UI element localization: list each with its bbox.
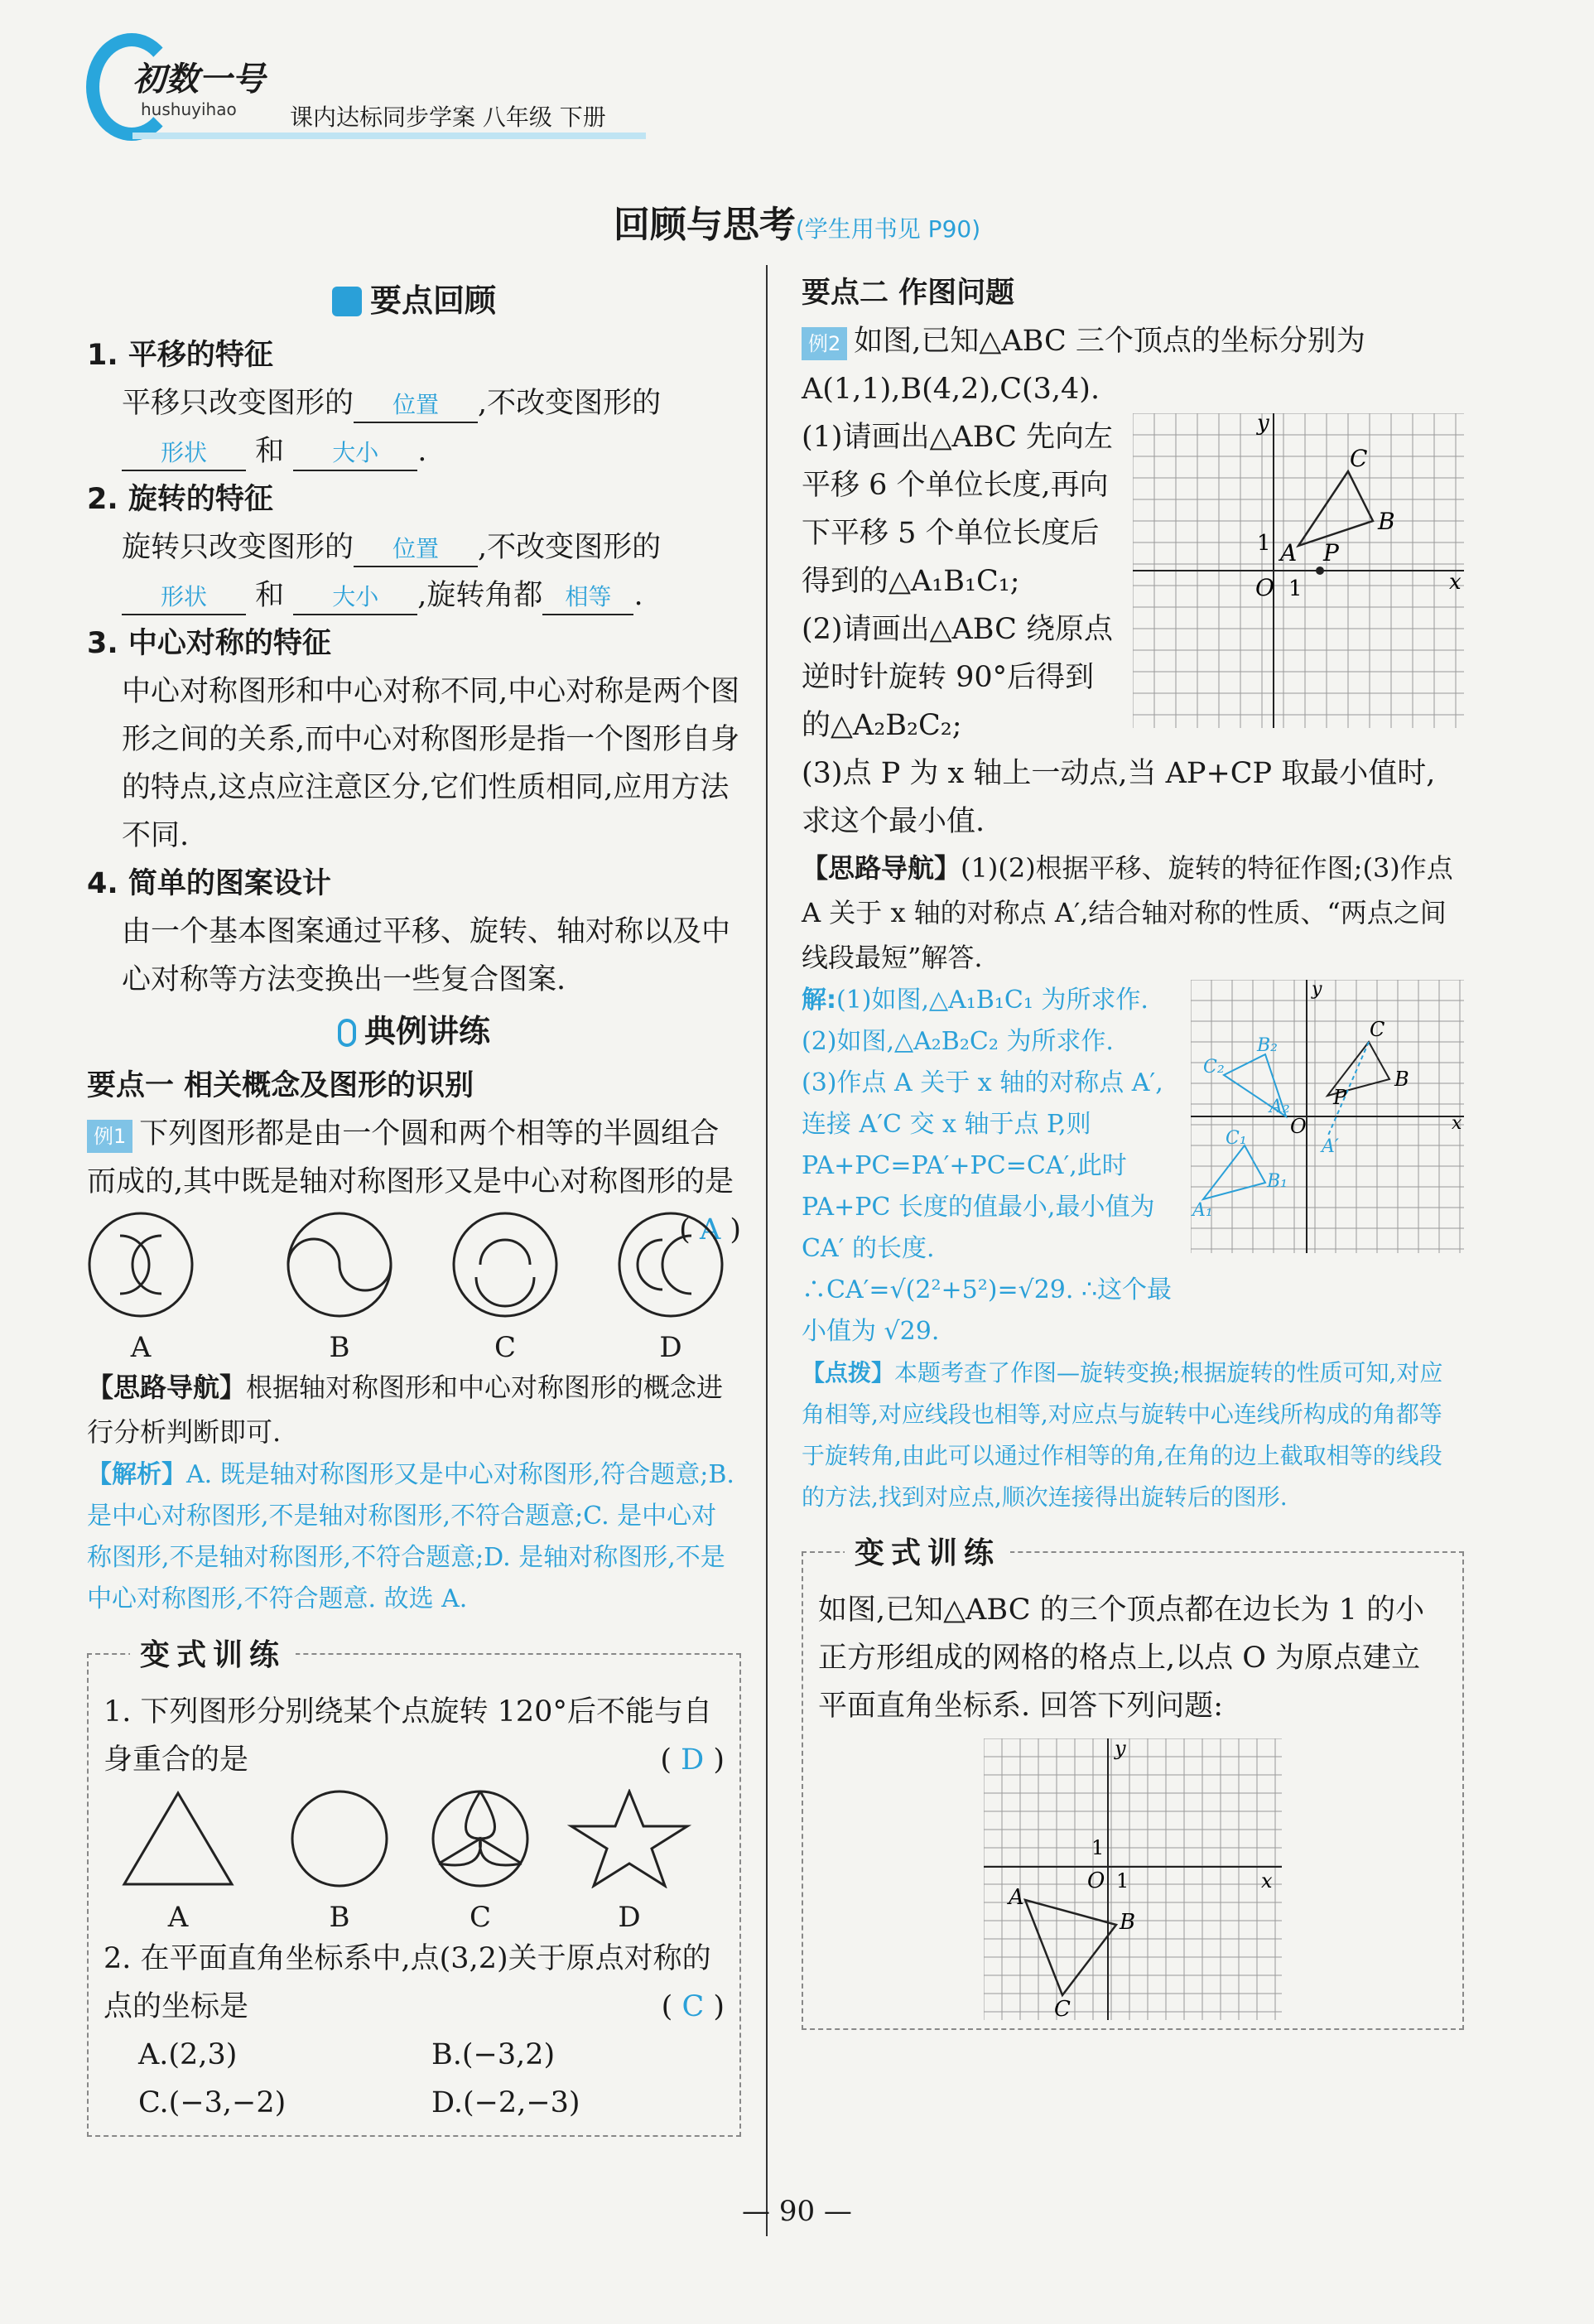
option-label: B <box>329 1901 350 1934</box>
svg-text:P: P <box>1323 539 1339 567</box>
svg-text:C: C <box>1370 1018 1385 1041</box>
option-label: B <box>329 1331 350 1364</box>
column-divider <box>766 265 768 2236</box>
practice-options <box>104 2031 725 2127</box>
circle-figure-icon <box>617 1211 725 1319</box>
solution-2 <box>802 980 1464 1352</box>
svg-text:C₂: C₂ <box>1203 1057 1225 1078</box>
point-text: 旋转只改变图形的 位置 ,不改变图形的 形状 和 大小 ,旋转角都 相等 . <box>87 523 741 620</box>
circle-figure-icon <box>451 1211 559 1319</box>
svg-text:y: y <box>1115 1738 1126 1760</box>
svg-text:A: A <box>1280 539 1298 567</box>
header-rule <box>132 133 646 139</box>
svg-text:P: P <box>1333 1086 1347 1109</box>
trefoil-figure <box>426 1789 534 1934</box>
figure-c <box>451 1211 559 1362</box>
practice-title: 变式训练 <box>845 1530 1010 1578</box>
example-1: 例1 下列图形都是由一个圆和两个相等的半圆组合而成的,其中既是轴对称图形又是中心对称图形的是 ( A ) <box>87 1110 741 1206</box>
key-point-heading: 要点二 作图问题 <box>802 277 1015 310</box>
svg-text:1: 1 <box>1091 1836 1105 1859</box>
answer-bracket: ( D ) <box>660 1743 725 1777</box>
page-reference: (学生用书见 P90) <box>795 215 981 243</box>
point-heading: 3. 中心对称的特征 <box>87 627 331 660</box>
svg-text:C: C <box>1350 445 1368 472</box>
example-tag: 例1 <box>87 1120 132 1153</box>
answer-blank: 形状 <box>122 436 246 471</box>
svg-text:A′: A′ <box>1322 1136 1339 1157</box>
point-text: 中心对称图形和中心对称不同,中心对称是两个图形之间的关系,而中心对称图形是指一个图形自身的特点,这点应注意区分,它们性质相同,应用方法不同. <box>122 675 740 852</box>
svg-text:B₂: B₂ <box>1257 1035 1278 1056</box>
point-heading: 4. 简单的图案设计 <box>87 867 331 900</box>
question-part: (1)请画出△ABC 先向左平移 6 个单位长度,再向下平移 5 个单位长度后得到的△A₁B₁C₁; <box>802 421 1114 598</box>
svg-text:C₁: C₁ <box>1226 1128 1247 1149</box>
microphone-icon <box>338 1019 356 1047</box>
practice-title: 变式训练 <box>130 1632 296 1680</box>
option-label: D <box>618 1901 641 1934</box>
answer-blank: 大小 <box>293 436 417 471</box>
thinking-guide: 【思路导航】根据轴对称图形和中心对称图形的概念进行分析判断即可. <box>87 1372 724 1448</box>
point-text: 平移只改变图形的 位置 ,不改变图形的 形状 和 大小 . <box>87 379 741 475</box>
answer-blank: 大小 <box>293 581 417 615</box>
answer-blank: 位置 <box>354 533 478 567</box>
practice-question: 1. 下列图形分别绕某个点旋转 120°后不能与自身重合的是 ( D ) <box>104 1688 725 1784</box>
svg-text:y: y <box>1257 413 1269 436</box>
circle-figure-icon <box>87 1211 195 1319</box>
figure-d <box>617 1211 725 1362</box>
svg-text:1: 1 <box>1116 1869 1129 1892</box>
page-number: — 90 — <box>742 2195 852 2228</box>
question-part: (2)请画出△ABC 绕原点逆时针旋转 90°后得到的△A₂B₂C₂; <box>802 613 1114 742</box>
option-label: A <box>167 1901 189 1934</box>
tip: 【点拨】本题考查了作图—旋转变换;根据旋转的性质可知,对应角相等,对应线段也相等,对应点与旋转中心连线所构成的角都等于旋转角,由此可以通过作相等的角,在角的边上截取相等的线段的方法,找到对应点,顺次连接得出旋转后的图形. <box>802 1359 1443 1511</box>
point-heading: 1. 平移的特征 <box>87 339 273 372</box>
svg-text:B₁: B₁ <box>1267 1171 1288 1192</box>
practice-figures <box>104 1789 725 1934</box>
figure-a <box>87 1211 195 1362</box>
example-2: 例2 如图,已知△ABC 三个顶点的坐标分别为 A(1,1),B(4,2),C(3,4). <box>802 325 1365 406</box>
svg-text:O: O <box>1087 1868 1105 1893</box>
option-text: D.(−2,−3) <box>431 2086 580 2119</box>
svg-text:B: B <box>1378 508 1395 535</box>
circle-figure-icon <box>286 1211 393 1319</box>
example-tag: 例2 <box>802 327 847 360</box>
book-subtitle: 课内达标同步学案 八年级 下册 <box>290 104 606 131</box>
practice-question: 如图,已知△ABC 的三个顶点都在边长为 1 的小正方形组成的网格的格点上,以点 O 为原点建立平面直角坐标系. 回答下列问题: <box>818 1594 1425 1723</box>
option-label: D <box>659 1331 682 1364</box>
header <box>83 33 646 149</box>
answer-blank: 相等 <box>542 581 633 615</box>
page-title: 回顾与思考(学生用书见 P90) <box>613 204 981 246</box>
svg-text:O: O <box>1290 1115 1307 1138</box>
answer-blank: 位置 <box>354 388 478 423</box>
brand-pinyin: hushuyihao <box>141 99 237 119</box>
svg-text:1: 1 <box>1288 576 1303 601</box>
option-text: C.(−3,−2) <box>138 2086 287 2119</box>
section-review: 要点回顾 <box>87 277 741 325</box>
svg-text:x: x <box>1452 1113 1462 1134</box>
practice-question: 2. 在平面直角坐标系中,点(3,2)关于原点对称的点的坐标是 ( C ) <box>104 1935 725 2031</box>
answer-bracket: ( A ) <box>679 1213 741 1246</box>
option-text: B.(−3,2) <box>431 2038 556 2071</box>
question-part: (3)点 P 为 x 轴上一动点,当 AP+CP 取最小值时,求这个最小值. <box>802 757 1436 838</box>
key-point-heading: 要点一 相关概念及图形的识别 <box>87 1069 474 1102</box>
coordinate-grid-2 <box>1191 980 1464 1253</box>
svg-text:O: O <box>1255 574 1274 601</box>
solution: 【解析】A. 既是轴对称图形又是中心对称图形,符合题意;B. 是中心对称图形,不是轴对称图形,不符合题意;C. 是中心对称图形,不是轴对称图形,不符合题意;D. 是轴对称图形,不是中心对称图形,不符合题意. 故选 A. <box>87 1460 734 1613</box>
thinking-guide: 【思路导航】(1)(2)根据平移、旋转的特征作图;(3)作点 A 关于 x 轴的对称点 A′,结合轴对称的性质、“两点之间线段最短”解答. <box>802 852 1453 973</box>
option-label: C <box>469 1901 491 1934</box>
trefoil-icon <box>426 1789 534 1888</box>
example-2-parts <box>802 413 1116 750</box>
triangle-icon <box>120 1789 236 1888</box>
option-label: A <box>130 1331 152 1364</box>
point-heading: 2. 旋转的特征 <box>87 483 273 516</box>
right-column <box>802 269 1464 2030</box>
point-text: 由一个基本图案通过平移、旋转、轴对称以及中心对称等方法变换出一些复合图案. <box>122 915 731 996</box>
svg-text:x: x <box>1261 1869 1273 1892</box>
answer-blank: 形状 <box>122 581 246 615</box>
example-2-body <box>802 413 1464 750</box>
figure-b <box>286 1211 393 1362</box>
svg-text:x: x <box>1449 570 1462 595</box>
star-icon <box>567 1789 691 1888</box>
svg-text:1: 1 <box>1257 531 1271 556</box>
coordinate-grid-3 <box>984 1738 1282 2020</box>
circle-icon <box>286 1789 393 1888</box>
brand-name: 初数一号 <box>132 60 265 99</box>
practice-box <box>87 1638 741 2137</box>
solution-text: 解:(1)如图,△A₁B₁C₁ 为所求作. (2)如图,△A₂B₂C₂ 为所求作. (3)作点 A 关于 x 轴的对称点 A′,连接 A′C 交 x 轴于点 P,则 PA+PC=PA′+PC=CA′,此时 PA+PC 长度的值最小,最小值为 CA′ 的长度. ∴CA′=√(2²+5²)=√29. ∴这个最小值为 √29. <box>802 986 1173 1346</box>
svg-text:C: C <box>1054 1997 1071 2020</box>
svg-text:A₁: A₁ <box>1192 1200 1213 1221</box>
option-text: A.(2,3) <box>138 2038 238 2071</box>
answer-bracket: ( C ) <box>661 1990 725 2023</box>
circle-figure <box>286 1789 393 1934</box>
star-figure <box>567 1789 691 1934</box>
section-examples: 典例讲练 <box>87 1007 741 1055</box>
book-icon <box>332 287 362 316</box>
svg-text:B: B <box>1120 1910 1136 1935</box>
left-column <box>87 273 741 2137</box>
example-1-figures <box>87 1211 741 1364</box>
coordinate-grid-1 <box>1133 413 1464 728</box>
practice-box-2 <box>802 1536 1464 2030</box>
svg-text:y: y <box>1312 980 1322 1000</box>
svg-text:A: A <box>1009 1885 1024 1910</box>
triangle-figure <box>120 1789 236 1934</box>
svg-text:B: B <box>1394 1068 1409 1091</box>
svg-text:A₂: A₂ <box>1269 1097 1290 1117</box>
option-label: C <box>494 1331 516 1364</box>
